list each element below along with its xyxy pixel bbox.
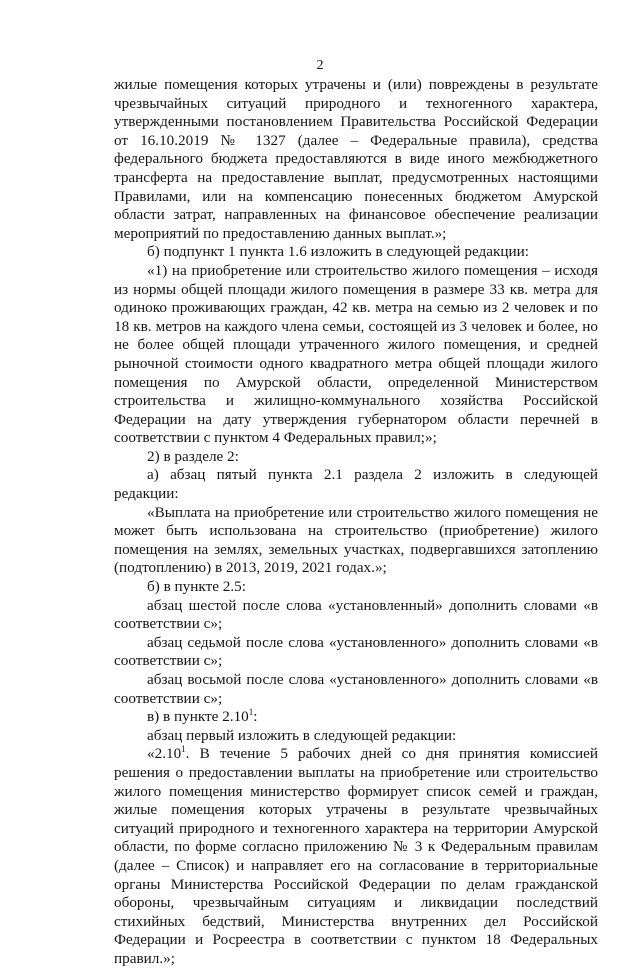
paragraph-2-10-1-text [114,745,598,968]
paragraph-housing-area-norms: «1) на приобретение или строительство жилого помещения – исходя из нормы общей площади жилого помещения в размере 33 кв. метра для одиноко проживающих граждан, 42 кв. метра на семью из 2 человек и по 18 кв. метров на каждого члена семьи, состоящей из 3 человек и более, но не более общей площади утраченного жилого помещения, и средней рыночной стоимости одного квадратного метра общей площади жилого помещения по Амурской области, определенной Министерством строительства и жилищно-коммунального хозяйства Российской Федерации на дату утверждения губернатором области перечней в соответствии с пунктом 4 Федеральных правил;»; [114,261,598,447]
paragraph-subitem-a-2-1: а) абзац пятый пункта 2.1 раздела 2 изложить в следующей редакции: [114,466,598,503]
paragraph-subitem-b-1-6: б) подпункт 1 пункта 1.6 изложить в следующей редакции: [147,243,529,261]
paragraph-prefix: в) в пункте 2.10 [147,708,249,726]
paragraph-chs-rules-continuation: жилые помещения которых утрачены и (или) повреждены в результате чрезвычайных ситуаций природного и техногенного характера, утвержденными постановлением Правительства Российской Федерации от 16.10.2019 № 1327 (далее – Федеральные правила), средства федерального бюджета предоставляются в виде иного межбюджетного трансферта на предоставление выплат, предусмотренных настоящими Правилами, или на компенсацию понесенных бюджетом Амурской области затрат, направленных на финансовое обеспечение реализации мероприятий по предоставлению данных выплат.»; [114,76,598,242]
paragraph-subitem-b-2-5: б) в пункте 2.5: [147,578,246,596]
document-body [114,76,598,969]
superscript-index: 1 [248,707,254,718]
paragraph-section-2: 2) в разделе 2: [147,447,239,465]
paragraph-flood-lands-restriction: «Выплата на приобретение или строительство жилого помещения не может быть использована на строительство (приобретение) жилого помещения на землях, земельных участках, подвергавшихся затоплению (подтоплению) в 2013, 2019, 2021 годах.»; [114,503,598,577]
paragraph-subitem-v-2-10-1 [114,708,598,727]
page-number: 2 [316,58,324,73]
paragraph-first-clause-new-wording: абзац первый изложить в следующей редакции: [147,726,457,744]
paragraph-sixth-clause: абзац шестой после слова «установленный» дополнить словами «в соответствии с»; [114,596,598,633]
paragraph-eighth-clause: абзац восьмой после слова «установленного» дополнить словами «в соответствии с»; [114,671,598,707]
superscript-index: 1 [181,744,186,755]
paragraph-seventh-clause: абзац седьмой после слова «установленного» дополнить словами «в соответствии с»; [114,633,598,670]
paragraph-suffix: : [253,708,258,726]
paragraph-suffix: . В течение 5 рабочих дней со дня принятия комиссией решения о предоставлении выплаты на приобретение или строительство жилого помещения министерство формирует список семей и граждан, жилые помещения которых утрачены в результате чрезвычайных ситуаций природного и техногенного характера на территории Амурской области, по форме согласно приложению № 3 к Федеральным правилам (далее – Список) и направляет его на согласование в территориальные органы Министерства Российской Федерации по делам гражданской обороны, чрезвычайным ситуациям и ликвидации последствий стихийных бедствий, Министерства внутренних дел Российской Федерации и Росреестра в соответствии с пунктом 18 Федеральных правил.»; [114,745,598,967]
paragraph-prefix: «2.10 [147,745,182,763]
